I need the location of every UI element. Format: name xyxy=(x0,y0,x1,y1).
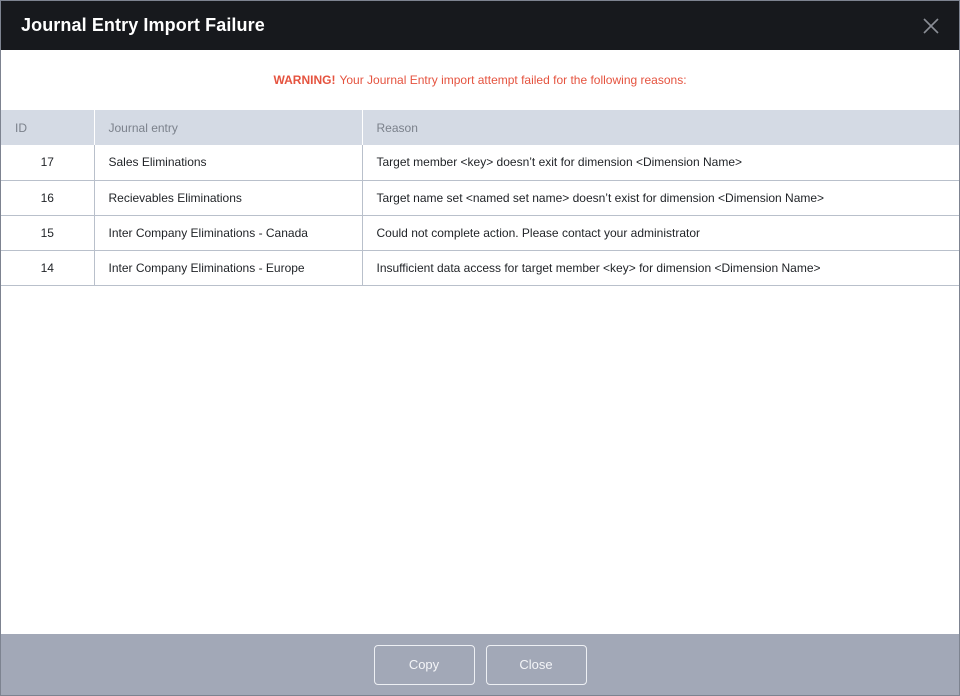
close-button[interactable]: Close xyxy=(486,645,587,685)
warning-message xyxy=(1,50,959,110)
row-id: 15 xyxy=(1,215,94,250)
close-icon[interactable] xyxy=(919,14,943,38)
warning-text: Your Journal Entry import attempt failed for the following reasons: xyxy=(339,73,687,87)
row-journal-entry: Recievables Eliminations xyxy=(94,180,362,215)
column-header-id[interactable]: ID xyxy=(1,110,94,145)
row-reason: Target name set <named set name> doesn’t exist for dimension <Dimension Name> xyxy=(376,190,825,205)
row-reason: Insufficient data access for target member <key> for dimension <Dimension Name> xyxy=(376,260,821,275)
row-journal-entry: Sales Eliminations xyxy=(94,145,362,180)
row-journal-entry: Inter Company Eliminations - Canada xyxy=(94,215,362,250)
table-row[interactable] xyxy=(1,215,959,250)
row-id: 17 xyxy=(1,145,94,180)
row-reason: Target member <key> doesn’t exit for dimension <Dimension Name> xyxy=(376,155,743,170)
table-row[interactable] xyxy=(1,145,959,180)
dialog-titlebar xyxy=(1,1,959,50)
column-header-journal-entry[interactable]: Journal entry xyxy=(94,110,362,145)
row-id: 16 xyxy=(1,180,94,215)
row-reason: Could not complete action. Please contact your administrator xyxy=(376,225,701,240)
dialog-footer xyxy=(1,634,959,695)
column-header-reason[interactable]: Reason xyxy=(376,120,418,135)
failure-table xyxy=(1,110,959,286)
row-id: 14 xyxy=(1,250,94,285)
table-header-row xyxy=(1,110,959,145)
dialog-title: Journal Entry Import Failure xyxy=(21,15,265,35)
warning-label: WARNING! xyxy=(273,73,336,87)
table-row[interactable] xyxy=(1,180,959,215)
table-row[interactable] xyxy=(1,250,959,285)
row-journal-entry: Inter Company Eliminations - Europe xyxy=(94,250,362,285)
empty-area xyxy=(1,286,959,635)
copy-button[interactable]: Copy xyxy=(374,645,475,685)
